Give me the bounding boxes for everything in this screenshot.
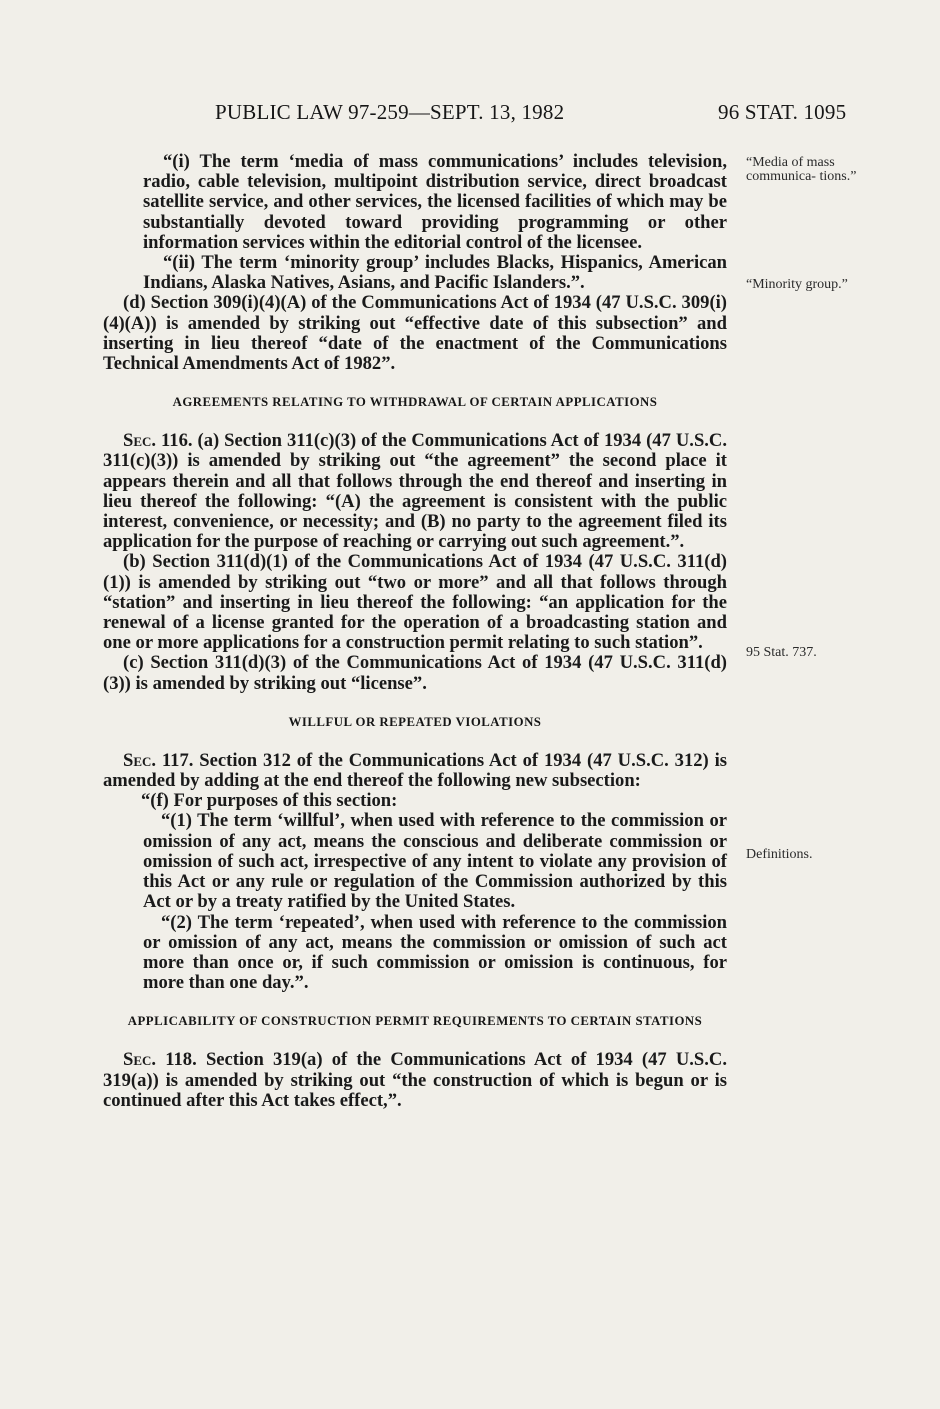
paragraph-sec-116-a [103, 431, 727, 552]
paragraph-sec-116-b: (b) Section 311(d)(1) of the Communications Act of 1934 (47 U.S.C. 311(d)(1)) is amended by striking out “two or more” and all that follows through “station” and inserting in lieu thereof the following: “an application for the renewal of a license granted for the operation of a broadcasting station and one or more applications for a construction permit relating to such station”. [103, 551, 727, 654]
body-text [103, 152, 727, 1111]
sec-117-label: Sec. 117. [123, 749, 194, 771]
margin-note-stat-737: 95 Stat. 737. [746, 645, 817, 660]
page-header [0, 100, 940, 130]
paragraph-minority-definition: “(ii) The term ‘minority group’ includes Blacks, Hispanics, American Indians, Alaska Natives, Asians, and Pacific Islanders.”. [143, 252, 727, 294]
heading-sec-117: WILLFUL OR REPEATED VIOLATIONS [288, 714, 542, 729]
margin-note-media: “Media of mass communica- tions.” [746, 155, 857, 184]
heading-sec-116: AGREEMENTS RELATING TO WITHDRAWAL OF CERTAIN APPLICATIONS [172, 395, 658, 410]
header-stat-page: 96 STAT. 1095 [718, 100, 847, 124]
sec-118-text: Section 319(a) of the Communications Act of 1934 (47 U.S.C. 319(a)) is amended by striking out “the construction of which is begun or is continued after this Act takes effect,”. [103, 1049, 727, 1111]
paragraph-sec-117-1-willful: “(1) The term ‘willful’, when used with reference to the commission or omission of any act, means the conscious and deliberate commission or omission of such act, irrespective of any intent to violate any provision of this Act or any rule or regulation of the Commission authorized by this Act or by a treaty ratified by the United States. [143, 810, 727, 913]
paragraph-sec-117-2-repeated: “(2) The term ‘repeated’, when used with reference to the commission or omission of any act, means the commission or omission of such act more than once or, if such commission or omission is continuous, for more than one day.”. [143, 911, 727, 994]
margin-note-minority: “Minority group.” [746, 277, 848, 292]
sec-117-text: Section 312 of the Communications Act of 1934 (47 U.S.C. 312) is amended by adding at the end thereof the following new subsection: [103, 749, 727, 792]
sec-118-label: Sec. 118. [123, 1049, 197, 1071]
header-title: PUBLIC LAW 97-259—SEPT. 13, 1982 [215, 100, 565, 124]
paragraph-sec-116-c: (c) Section 311(d)(3) of the Communications Act of 1934 (47 U.S.C. 311(d)(3)) is amended by striking out “license”. [103, 652, 727, 694]
paragraph-media-definition: “(i) The term ‘media of mass communications’ includes television, radio, cable television, multipoint distribution service, direct broadcast satellite service, and other services, the licensed facilities of which may be substantially devoted toward providing programming or other information services within the editorial control of the licensee. [143, 151, 727, 253]
sec-116-label: Sec. 116. [123, 430, 193, 452]
paragraph-sec-117-f: “(f) For purposes of this section: [141, 790, 398, 812]
margin-note-definitions: Definitions. [746, 847, 813, 862]
paragraph-sec-117 [103, 751, 727, 791]
heading-sec-118: APPLICABILITY OF CONSTRUCTION PERMIT REQUIREMENTS TO CERTAIN STATIONS [127, 1014, 703, 1029]
paragraph-sec-118 [103, 1050, 727, 1111]
paragraph-section-d: (d) Section 309(i)(4)(A) of the Communications Act of 1934 (47 U.S.C. 309(i)(4)(A)) is amended by striking out “effective date of this subsection” and inserting in lieu thereof “date of the enactment of the Communications Technical Amendments Act of 1982”. [103, 292, 727, 375]
sec-116-a-text: (a) Section 311(c)(3) of the Communications Act of 1934 (47 U.S.C. 311(c)(3)) is amended by striking out “the agreement” the second place it appears therein and all that follows through the end thereof and inserting in lieu thereof the following: “(A) the agreement is consistent with the public interest, convenience, or necessity; and (B) no party to the agreement filed its application for the purpose of reaching or carrying out such agreement.”. [103, 430, 728, 553]
